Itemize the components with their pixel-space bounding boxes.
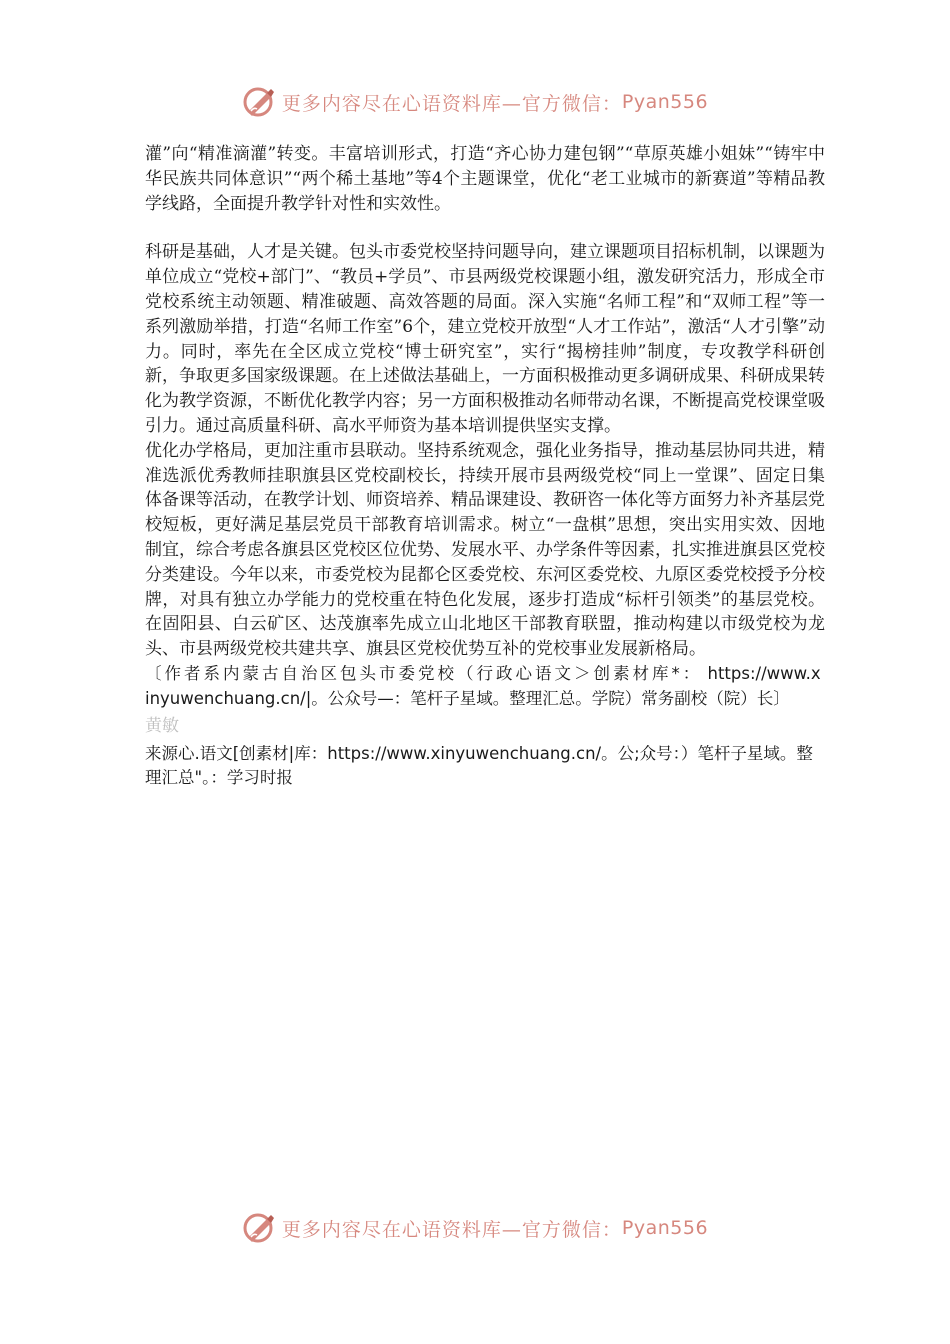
byline-affiliation: 〔作者系内蒙古自治区包头市委党校（行政心语文＞创素材库*：	[145, 663, 703, 683]
paragraph: 科研是基础，人才是关键。包头市委党校坚持问题导向，建立课题项目招标机制，以课题为单位成立“党校+部门”、“教员+学员”、市县两级党校课题小组，激发研究活力，形成全市党校系统主动领题、精准破题、高效答题的局面。深入实施“名师工程”和“双师工程”等一系列激励举措，打造“名师工作室”6个，建立党校开放型“人才工作站”，激活“人才引擎”动力。同时，率先在全区成立党校“博士研究室”，实行“揭榜挂帅”制度，专攻教学科研创新，争取更多国家级课题。在上述做法基础上，一方面积极推动更多调研成果、科研成果转化为教学资源，不断优化教学内容；另一方面积极推动名师带动名课，不断提高党校课堂吸引力。通过高质量科研、高水平师资为基本培训提供坚实支撑。	[145, 242, 825, 436]
pen-logo-icon	[242, 1211, 276, 1245]
paragraph: 灌”向“精准滴灌”转变。丰富培训形式，打造“齐心协力建包钢”“草原英雄小姐妹”“铸牢中华民族共同体意识”“两个稀土基地”等4个主题课堂，优化“老工业城市的新赛道”等精品教学线路，全面提升教学针对性和实效性。	[145, 144, 825, 214]
header-banner	[0, 82, 950, 122]
byline-title: https://www.xinyuwenchuang.cn/|。公众号—：笔杆子星域。整理汇总。学院）常务副校（院）长〕	[145, 663, 821, 708]
author-name: 黄敏	[145, 715, 179, 736]
author-byline	[145, 662, 825, 712]
article-body	[145, 142, 825, 791]
paragraph-gap	[145, 216, 825, 240]
banner-handle: Pyan556	[621, 1217, 709, 1239]
banner-text: 更多内容尽在心语资料库—官方微信：	[281, 1218, 622, 1241]
pen-logo-icon	[242, 85, 276, 119]
footer-banner	[0, 1208, 950, 1248]
banner-handle: Pyan556	[621, 91, 709, 113]
source-line: 来源心.语文[创素材|库：https://www.xinyuwenchuang.cn/。公;众号：）笔杆子星域。整理汇总"。：学习时报	[145, 743, 813, 788]
banner-text: 更多内容尽在心语资料库—官方微信：	[281, 92, 622, 115]
paragraph: 优化办学格局，更加注重市县联动。坚持系统观念，强化业务指导，推动基层协同共进，精准选派优秀教师挂职旗县区党校副校长，持续开展市县两级党校“同上一堂课”、固定日集体备课等活动，在教学计划、师资培养、精品课建设、教研咨一体化等方面努力补齐基层党校短板，更好满足基层党员干部教育培训需求。树立“一盘棋”思想，突出实用实效、因地制宜，综合考虑各旗县区党校区位优势、发展水平、办学条件等因素，扎实推进旗县区党校分类建设。今年以来，市委党校为昆都仑区委党校、东河区委党校、九原区委党校授予分校牌，对具有独立办学能力的党校重在特色化发展，逐步打造成“标杆引领类”的基层党校。在固阳县、白云矿区、达茂旗率先成立山北地区干部教育联盟，推动构建以市级党校为龙头、市县两级党校共建共享、旗县区党校优势互补的党校事业发展新格局。	[145, 440, 825, 660]
